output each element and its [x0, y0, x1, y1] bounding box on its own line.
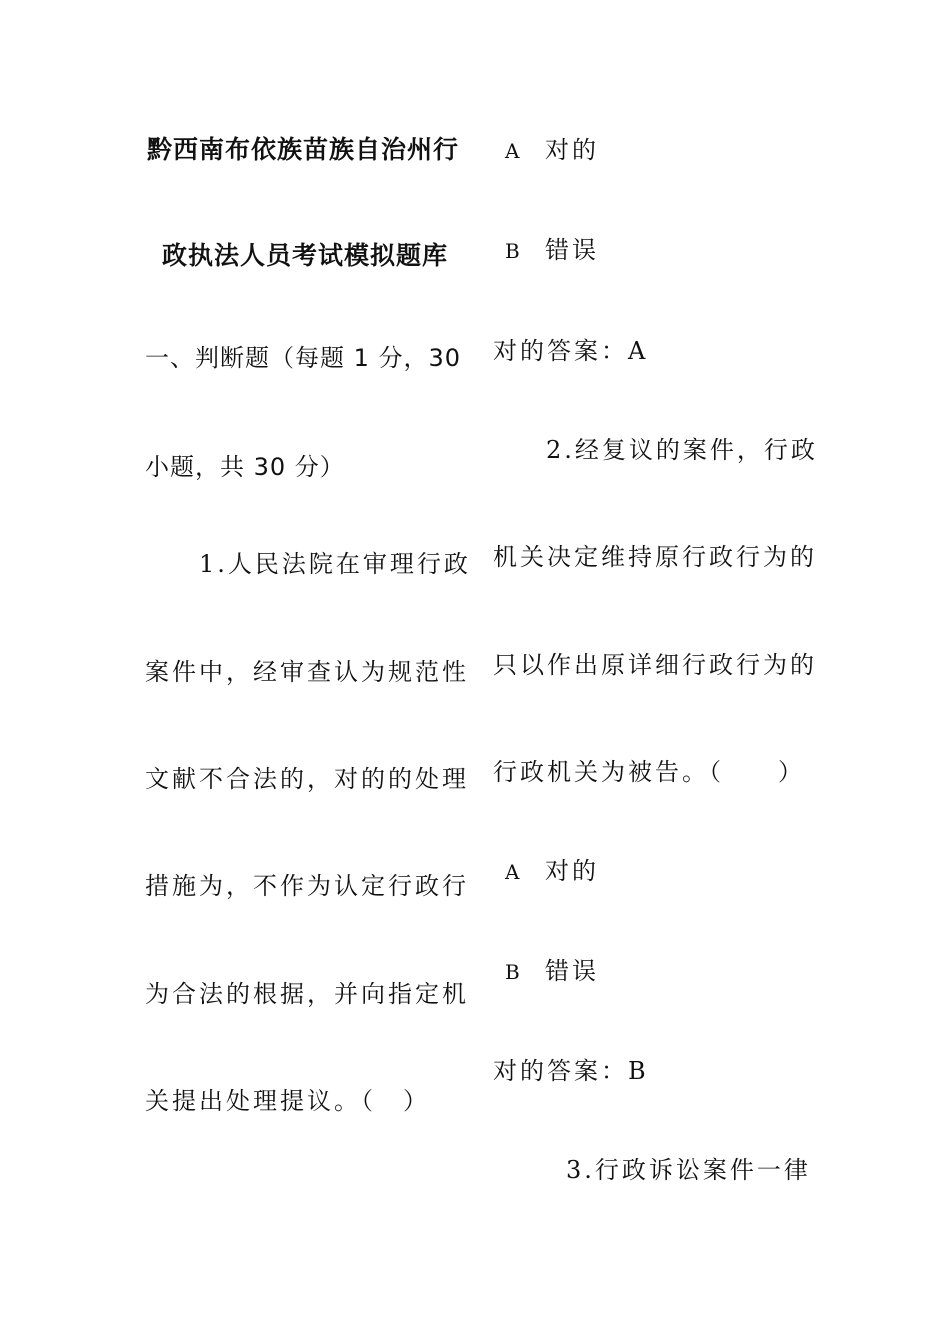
q1-option-b-letter: B [505, 239, 520, 263]
doc-title-line-1: 黔西南布依族苗族自治州行 [147, 135, 460, 164]
q2-option-b [505, 955, 599, 988]
q1-option-b [505, 234, 599, 267]
q1-text-line-2: 案件中，经审查认为规范性 [145, 658, 469, 686]
q2-option-a [505, 855, 599, 888]
q2-text-line-4: 行政机关为被告。（ ） [493, 758, 805, 786]
section-heading-line-2: 小题，共 30 分） [145, 453, 345, 481]
q2-text-line-1: 2.经复议的案件，行政 [546, 436, 818, 464]
q2-text-line-3: 只以作出原详细行政行为的 [493, 651, 817, 679]
q1-text-line-4: 措施为，不作为认定行政行 [145, 872, 469, 900]
q2-option-b-text: 错误 [545, 957, 599, 985]
q1-text-line-5: 为合法的根据，并向指定机 [145, 980, 469, 1008]
section-heading-line-1: 一、判断题（每题 1 分，30 [145, 344, 462, 372]
q1-text-line-6: 关提出处理提议。（ ） [145, 1087, 430, 1115]
q1-option-b-text: 错误 [545, 236, 599, 264]
q1-option-a-text: 对的 [545, 136, 599, 164]
q2-option-b-letter: B [505, 960, 520, 984]
q1-answer: 对的答案：A [493, 337, 649, 365]
q2-answer: 对的答案：B [493, 1057, 649, 1085]
q1-text-line-1: 1.人民法院在审理行政 [199, 550, 471, 578]
q2-text-line-2: 机关决定维持原行政行为的 [493, 543, 817, 571]
q3-text-line-1: 3.行政诉讼案件一律 [566, 1156, 811, 1184]
q1-text-line-3: 文献不合法的，对的的处理 [145, 765, 469, 793]
doc-title-line-2: 政执法人员考试模拟题库 [162, 241, 449, 270]
q1-option-a [505, 134, 599, 167]
q2-option-a-text: 对的 [545, 857, 599, 885]
q2-option-a-letter: A [505, 860, 520, 884]
q1-option-a-letter: A [505, 139, 520, 163]
